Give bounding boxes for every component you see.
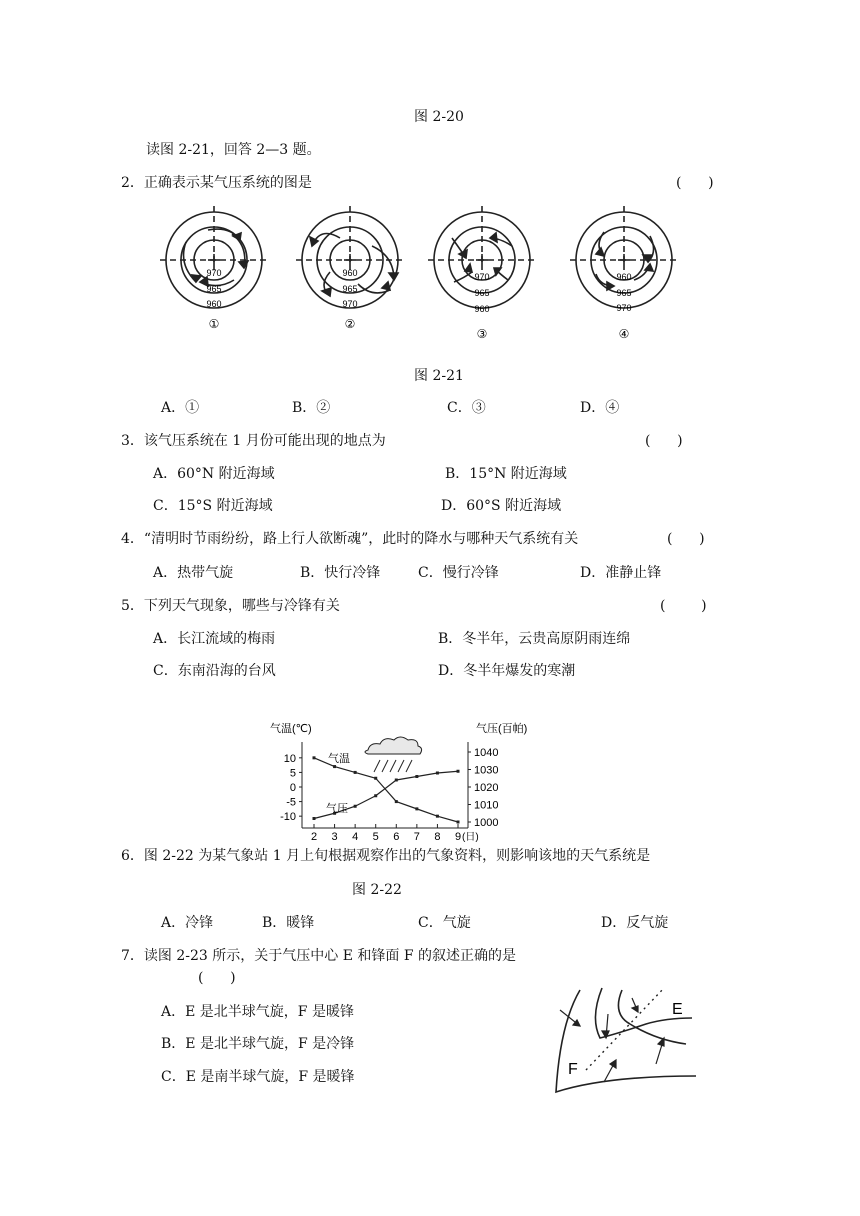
question-2-answer-blank: ( ) bbox=[676, 175, 714, 191]
question-4-answer-blank: ( ) bbox=[667, 531, 705, 547]
temp-series-label: 气温 bbox=[328, 753, 350, 765]
left-tick-label: -10 bbox=[280, 811, 296, 824]
temperature-point bbox=[313, 756, 316, 759]
x-tick-label: 5 bbox=[372, 831, 379, 843]
pressure-point bbox=[415, 775, 418, 778]
question-6-option-b: B．暖锋 bbox=[262, 915, 315, 931]
pressure-point bbox=[313, 817, 316, 820]
figure-2-21 bbox=[150, 200, 690, 350]
question-2-option-d: D．④ bbox=[580, 400, 620, 416]
intro-text: 读图 2-21，回答 2—3 题。 bbox=[146, 142, 321, 158]
temperature-point bbox=[457, 821, 460, 824]
question-4-option-d: D．准静止锋 bbox=[580, 565, 662, 581]
panel-1-isobar-outer: 960 bbox=[206, 299, 222, 309]
label-e: E bbox=[672, 1001, 683, 1018]
question-3-option-c: C．15°S 附近海域 bbox=[153, 498, 273, 514]
question-4-stem: 4．“清明时节雨纷纷，路上行人欲断魂”，此时的降水与哪种天气系统有关 bbox=[121, 531, 579, 547]
right-tick-label: 1030 bbox=[474, 764, 499, 777]
figure-2-23 bbox=[546, 984, 706, 1100]
x-tick-label: 8 bbox=[434, 831, 441, 843]
panel-3-isobar-inner: 970 bbox=[474, 272, 490, 282]
question-7-option-b: B．E 是北半球气旋，F 是冷锋 bbox=[161, 1036, 355, 1052]
panel-4-isobar-middle: 965 bbox=[616, 288, 632, 298]
pressure-point bbox=[395, 779, 398, 782]
left-tick-label: -5 bbox=[286, 796, 296, 809]
x-tick-label: 6 bbox=[393, 831, 400, 843]
figure-2-22-chart bbox=[262, 714, 532, 844]
panel-2-isobar-middle: 965 bbox=[342, 284, 358, 294]
temperature-point bbox=[436, 815, 439, 818]
right-tick-label: 1000 bbox=[474, 817, 499, 829]
question-3-stem: 3．该气压系统在 1 月份可能出现的地点为 bbox=[121, 433, 386, 449]
question-6-option-c: C．气旋 bbox=[418, 915, 471, 931]
right-tick-label: 1040 bbox=[474, 747, 499, 759]
panel-2-isobar-outer: 970 bbox=[342, 299, 358, 309]
figure-2-21-caption: 图 2-21 bbox=[414, 368, 464, 384]
pressure-point bbox=[354, 805, 357, 808]
panel-3-isobar-middle: 965 bbox=[474, 288, 490, 298]
left-axis-title: 气温(℃) bbox=[270, 723, 312, 735]
temperature-point bbox=[374, 777, 377, 780]
temperature-point bbox=[395, 800, 398, 803]
x-tick-label: 9 bbox=[454, 831, 462, 843]
question-7-answer-blank: ( ) bbox=[198, 970, 236, 986]
question-3-answer-blank: ( ) bbox=[645, 433, 683, 449]
question-7-stem: 7．读图 2-23 所示，关于气压中心 E 和锋面 F 的叙述正确的是 bbox=[121, 948, 516, 964]
question-5-option-d: D．冬半年爆发的寒潮 bbox=[438, 663, 576, 679]
question-7-option-a: A．E 是北半球气旋，F 是暖锋 bbox=[161, 1004, 354, 1020]
label-f: F bbox=[568, 1061, 578, 1078]
panel-2-label: ② bbox=[344, 317, 356, 331]
panel-1-isobar-middle: 965 bbox=[206, 284, 222, 294]
panel-1-isobar-inner: 970 bbox=[206, 268, 222, 278]
x-tick-label: 2 bbox=[310, 831, 318, 843]
temperature-point bbox=[354, 771, 357, 774]
question-6-option-d: D．反气旋 bbox=[601, 915, 669, 931]
question-5-option-b: B．冬半年，云贵高原阴雨连绵 bbox=[438, 631, 631, 647]
right-tick-label: 1020 bbox=[474, 782, 499, 794]
panel-3-isobar-outer: 960 bbox=[474, 304, 490, 314]
x-tick-label: 4 bbox=[352, 831, 359, 843]
question-3-option-a: A．60°N 附近海域 bbox=[153, 466, 275, 482]
pressure-point bbox=[457, 770, 460, 773]
pressure-point bbox=[436, 772, 439, 775]
question-4-option-a: A．热带气旋 bbox=[153, 565, 234, 581]
question-5-option-c: C．东南沿海的台风 bbox=[153, 663, 276, 679]
figure-2-20-caption: 图 2-20 bbox=[414, 109, 464, 125]
question-6-stem: 6．图 2-22 为某气象站 1 月上旬根据观察作出的气象资料，则影响该地的天气系统是 bbox=[121, 848, 651, 864]
left-tick-label: 0 bbox=[289, 782, 296, 794]
panel-4-isobar-outer: 970 bbox=[616, 303, 632, 313]
pressure-series-label: 气压 bbox=[326, 803, 348, 815]
question-3-option-b: B．15°N 附近海域 bbox=[445, 466, 567, 482]
pressure-point bbox=[374, 794, 377, 797]
figure-2-22-caption: 图 2-22 bbox=[352, 882, 402, 898]
x-tick-label: 7 bbox=[413, 831, 420, 843]
question-2-option-b: B．② bbox=[292, 400, 331, 416]
right-axis-title: 气压(百帕) bbox=[476, 723, 528, 735]
question-3-option-d: D．60°S 附近海域 bbox=[441, 498, 562, 514]
question-2-stem: 2．正确表示某气压系统的图是 bbox=[121, 175, 312, 191]
question-2-option-a: A．① bbox=[161, 400, 200, 416]
x-unit-label: (日) bbox=[462, 832, 479, 843]
panel-4-isobar-inner: 960 bbox=[616, 272, 632, 282]
question-2-option-c: C．③ bbox=[447, 400, 486, 416]
rain-cloud-icon bbox=[365, 737, 422, 772]
panel-3-label: ③ bbox=[476, 327, 488, 341]
panel-1-label: ① bbox=[208, 317, 220, 331]
question-5-answer-blank: ( ) bbox=[660, 598, 707, 614]
question-5-option-a: A．长江流域的梅雨 bbox=[153, 631, 276, 647]
question-5-stem: 5．下列天气现象，哪些与冷锋有关 bbox=[121, 598, 340, 614]
question-7-option-c: C．E 是南半球气旋，F 是暖锋 bbox=[161, 1069, 355, 1085]
question-4-option-b: B．快行冷锋 bbox=[300, 565, 381, 581]
right-tick-label: 1010 bbox=[474, 799, 499, 812]
x-tick-label: 3 bbox=[331, 831, 338, 843]
question-4-option-c: C．慢行冷锋 bbox=[418, 565, 499, 581]
panel-2-isobar-inner: 960 bbox=[342, 268, 358, 278]
left-tick-label: 10 bbox=[283, 752, 296, 765]
temperature-point bbox=[415, 807, 418, 810]
temperature-point bbox=[333, 765, 336, 768]
question-6-option-a: A．冷锋 bbox=[161, 915, 214, 931]
panel-4-label: ④ bbox=[618, 327, 630, 341]
left-tick-label: 5 bbox=[289, 767, 296, 780]
